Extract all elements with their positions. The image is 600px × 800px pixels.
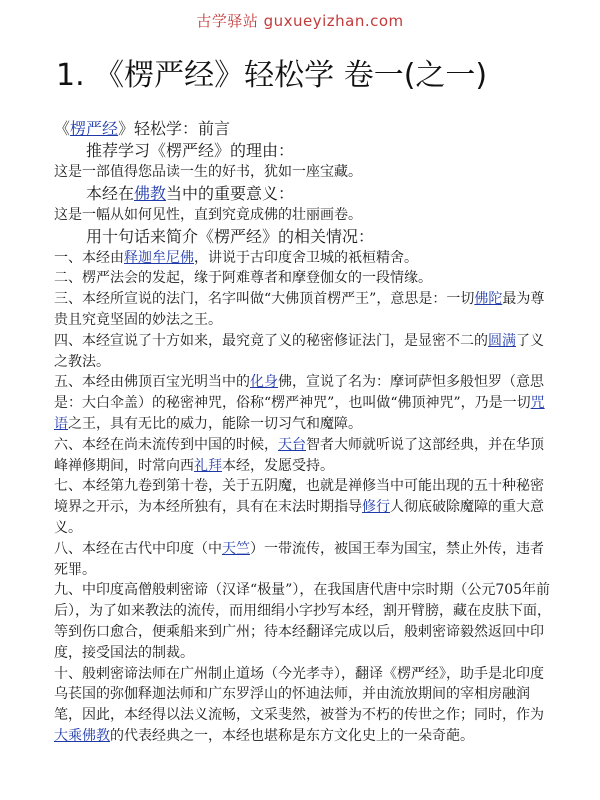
term-link[interactable]: 天竺 <box>222 540 250 557</box>
paragraph <box>54 289 554 331</box>
paragraph-text: 之王，具有无比的威力，能除一切习气和魔障。 <box>68 415 362 432</box>
paragraph <box>54 331 554 373</box>
paragraph-text: 五、本经由佛顶百宝光明当中的 <box>54 374 250 391</box>
paragraph-text: 的代表经典之一，本经也堪称是东方文化史上的一朵奇葩。 <box>110 727 474 744</box>
paragraph <box>54 248 554 269</box>
paragraph-text: 佛，宣说了名为：摩诃萨怛多般怛罗（意思是：大白伞盖）的秘密神咒，俗称“楞严神咒”，也叫做“佛顶神咒”，乃是一切 <box>54 374 544 412</box>
paragraph-text: 这是一部值得您品读一生的好书，犹如一座宝藏。 <box>54 164 362 180</box>
paragraph <box>54 372 554 434</box>
term-link[interactable]: 楞严经 <box>70 119 119 138</box>
paragraph <box>54 435 554 477</box>
term-link[interactable]: 化身 <box>250 374 278 391</box>
paragraph <box>54 268 554 289</box>
paragraph <box>54 140 554 162</box>
paragraph <box>54 118 554 140</box>
paragraph-text: 一、本经由 <box>54 249 124 266</box>
term-link[interactable]: 圆满 <box>488 332 516 349</box>
paragraph-text: ）一带流传，被国王奉为国宝，禁止外传，违者死罪。 <box>54 540 544 578</box>
paragraph-text: 本经，发愿受持。 <box>222 457 334 474</box>
paragraph-text: ，讲说于古印度舍卫城的祇桓精舍。 <box>194 249 418 266</box>
paragraph <box>54 205 554 226</box>
paragraph-text: 三、本经所宣说的法门，名字叫做“大佛顶首楞严王”，意思是：一切 <box>54 291 475 308</box>
paragraph-text: 人彻底破除魔障的重大意义。 <box>54 499 544 536</box>
paragraph-text: 七、本经第九卷到第十卷，关于五阴魔，也就是禅修当中可能出现的五十种秘密境界之开示，为本经所独有，具有在末法时期指导 <box>54 478 544 516</box>
paragraph-text: 四、本经宣说了十方如来，最究竟了义的秘密修证法门，是显密不二的 <box>54 332 488 349</box>
paragraph-text: 》轻松学：前言 <box>118 119 231 138</box>
paragraph-text: 十、般剌密谛法师在广州制止道场（今光孝寺），翻译《楞严经》，助手是北印度乌苌国的弥伽释迦法师和广东罗浮山的怀迪法师，并由流放期间的宰相房融润笔，因此，本经得以法义流畅，文采斐然，被誉为不朽的传世之作；同时，作为 <box>54 665 544 724</box>
paragraph <box>54 226 554 248</box>
paragraph-text: 八、本经在古代中印度（中 <box>54 540 222 557</box>
paragraph-text: 了义之教法。 <box>54 332 544 370</box>
paragraph-text: 六、本经在尚未流传到中国的时候， <box>54 436 278 453</box>
term-link[interactable]: 天台 <box>278 436 306 453</box>
term-link[interactable]: 修行 <box>362 499 390 516</box>
paragraph <box>54 476 554 538</box>
paragraph <box>54 162 554 183</box>
term-link[interactable]: 释迦牟尼佛 <box>124 249 194 266</box>
term-link[interactable]: 佛教 <box>134 183 167 203</box>
term-link[interactable]: 佛陀 <box>474 291 503 308</box>
paragraph-text: 《 <box>54 119 71 138</box>
paragraph-text: 本经在 <box>86 183 135 203</box>
term-link[interactable]: 礼拜 <box>194 457 222 474</box>
site-watermark: 古学驿站 guxueyizhan.com <box>196 12 404 30</box>
paragraph-text: 推荐学习《楞严经》的理由： <box>86 141 295 160</box>
paragraph-text: 最为尊贵且究竟坚固的妙法之王。 <box>54 291 545 328</box>
paragraph-text: 用十句话来简介《楞严经》的相关情况： <box>86 226 375 246</box>
paragraph-text: 当中的重要意义： <box>166 183 295 203</box>
paragraph-text: 二、楞严法会的发起，缘于阿难尊者和摩登伽女的一段情缘。 <box>54 270 432 287</box>
paragraph <box>54 664 554 747</box>
paragraph-text: 智者大师就听说了这部经典，并在华顶峰禅修期间，时常向西 <box>54 436 544 474</box>
term-link[interactable]: 大乘佛教 <box>54 727 110 744</box>
paragraph <box>54 580 554 663</box>
term-link[interactable]: 咒语 <box>54 395 545 432</box>
paragraph-text: 九、中印度高僧般剌密谛（汉译“极量”），在我国唐代唐中宗时期（公元705年前后），为了如来教法的流传，而用细绢小字抄写本经，割开臂膀，藏在皮肤下面，等到伤口愈合，便乘船来到广州；待本经翻译完成以后，般剌密谛毅然返回中印度，接受国法的制裁。 <box>54 582 551 661</box>
paragraph-text: 这是一幅从如何见性，直到究竟成佛的壮丽画卷。 <box>54 206 362 223</box>
page-title: 1. 《楞严经》轻松学 卷一(之一) <box>56 58 488 93</box>
paragraph <box>54 539 554 581</box>
document-body <box>54 118 554 747</box>
paragraph <box>54 183 554 205</box>
